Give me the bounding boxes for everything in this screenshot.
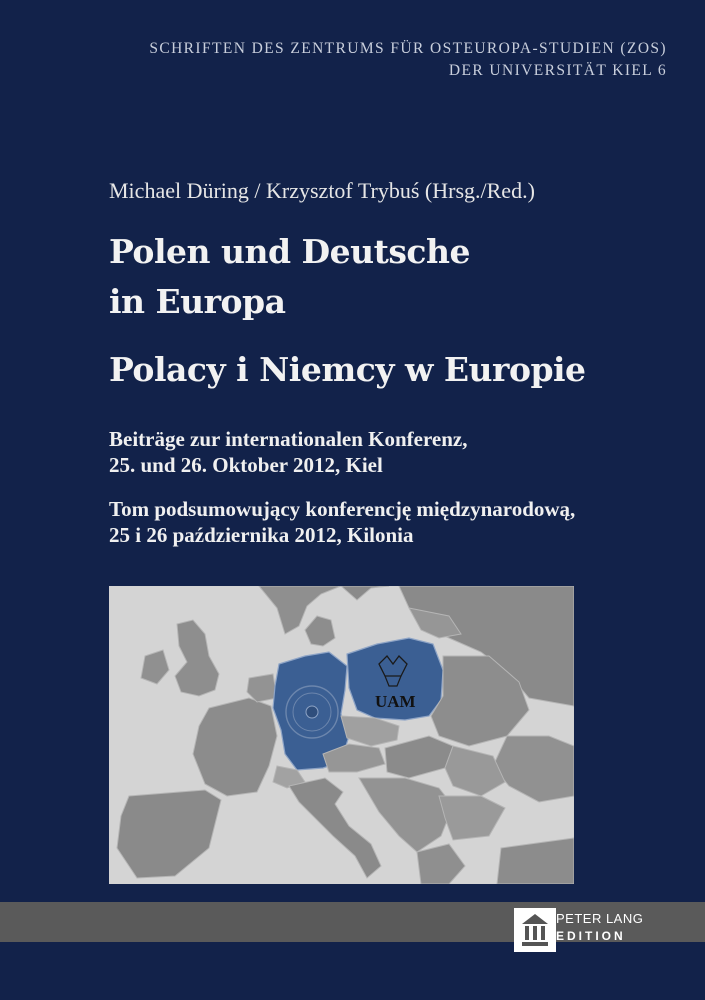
uam-seal-label: UAM [375, 692, 416, 711]
europe-map [109, 586, 574, 884]
subtitle-german-line-2: 25. und 26. Oktober 2012, Kiel [109, 453, 383, 477]
title-polish: Polacy i Niemcy w Europie [109, 350, 586, 389]
title-german-line-2: in Europa [109, 282, 286, 321]
publisher-edition: EDITION [556, 929, 626, 943]
peter-lang-logo-icon [514, 908, 556, 952]
series-line-2: DER UNIVERSITÄT KIEL 6 [448, 62, 667, 79]
title-german-line-1: Polen und Deutsche [109, 232, 471, 271]
series-line-1: SCHRIFTEN DES ZENTRUMS FÜR OSTEUROPA-STUDIEN (ZOS) [149, 40, 667, 57]
editors: Michael Düring / Krzysztof Trybuś (Hrsg./Red.) [109, 178, 535, 203]
series-title [27, 38, 667, 82]
subtitle-polish-line-1: Tom podsumowujący konferencję międzynarodową, [109, 497, 576, 521]
publisher-name: PETER LANG [556, 911, 644, 926]
subtitle-polish-line-2: 25 i 26 października 2012, Kilonia [109, 523, 414, 547]
europe-map-svg [109, 586, 574, 884]
subtitle-german-line-1: Beiträge zur internationalen Konferenz, [109, 427, 468, 451]
